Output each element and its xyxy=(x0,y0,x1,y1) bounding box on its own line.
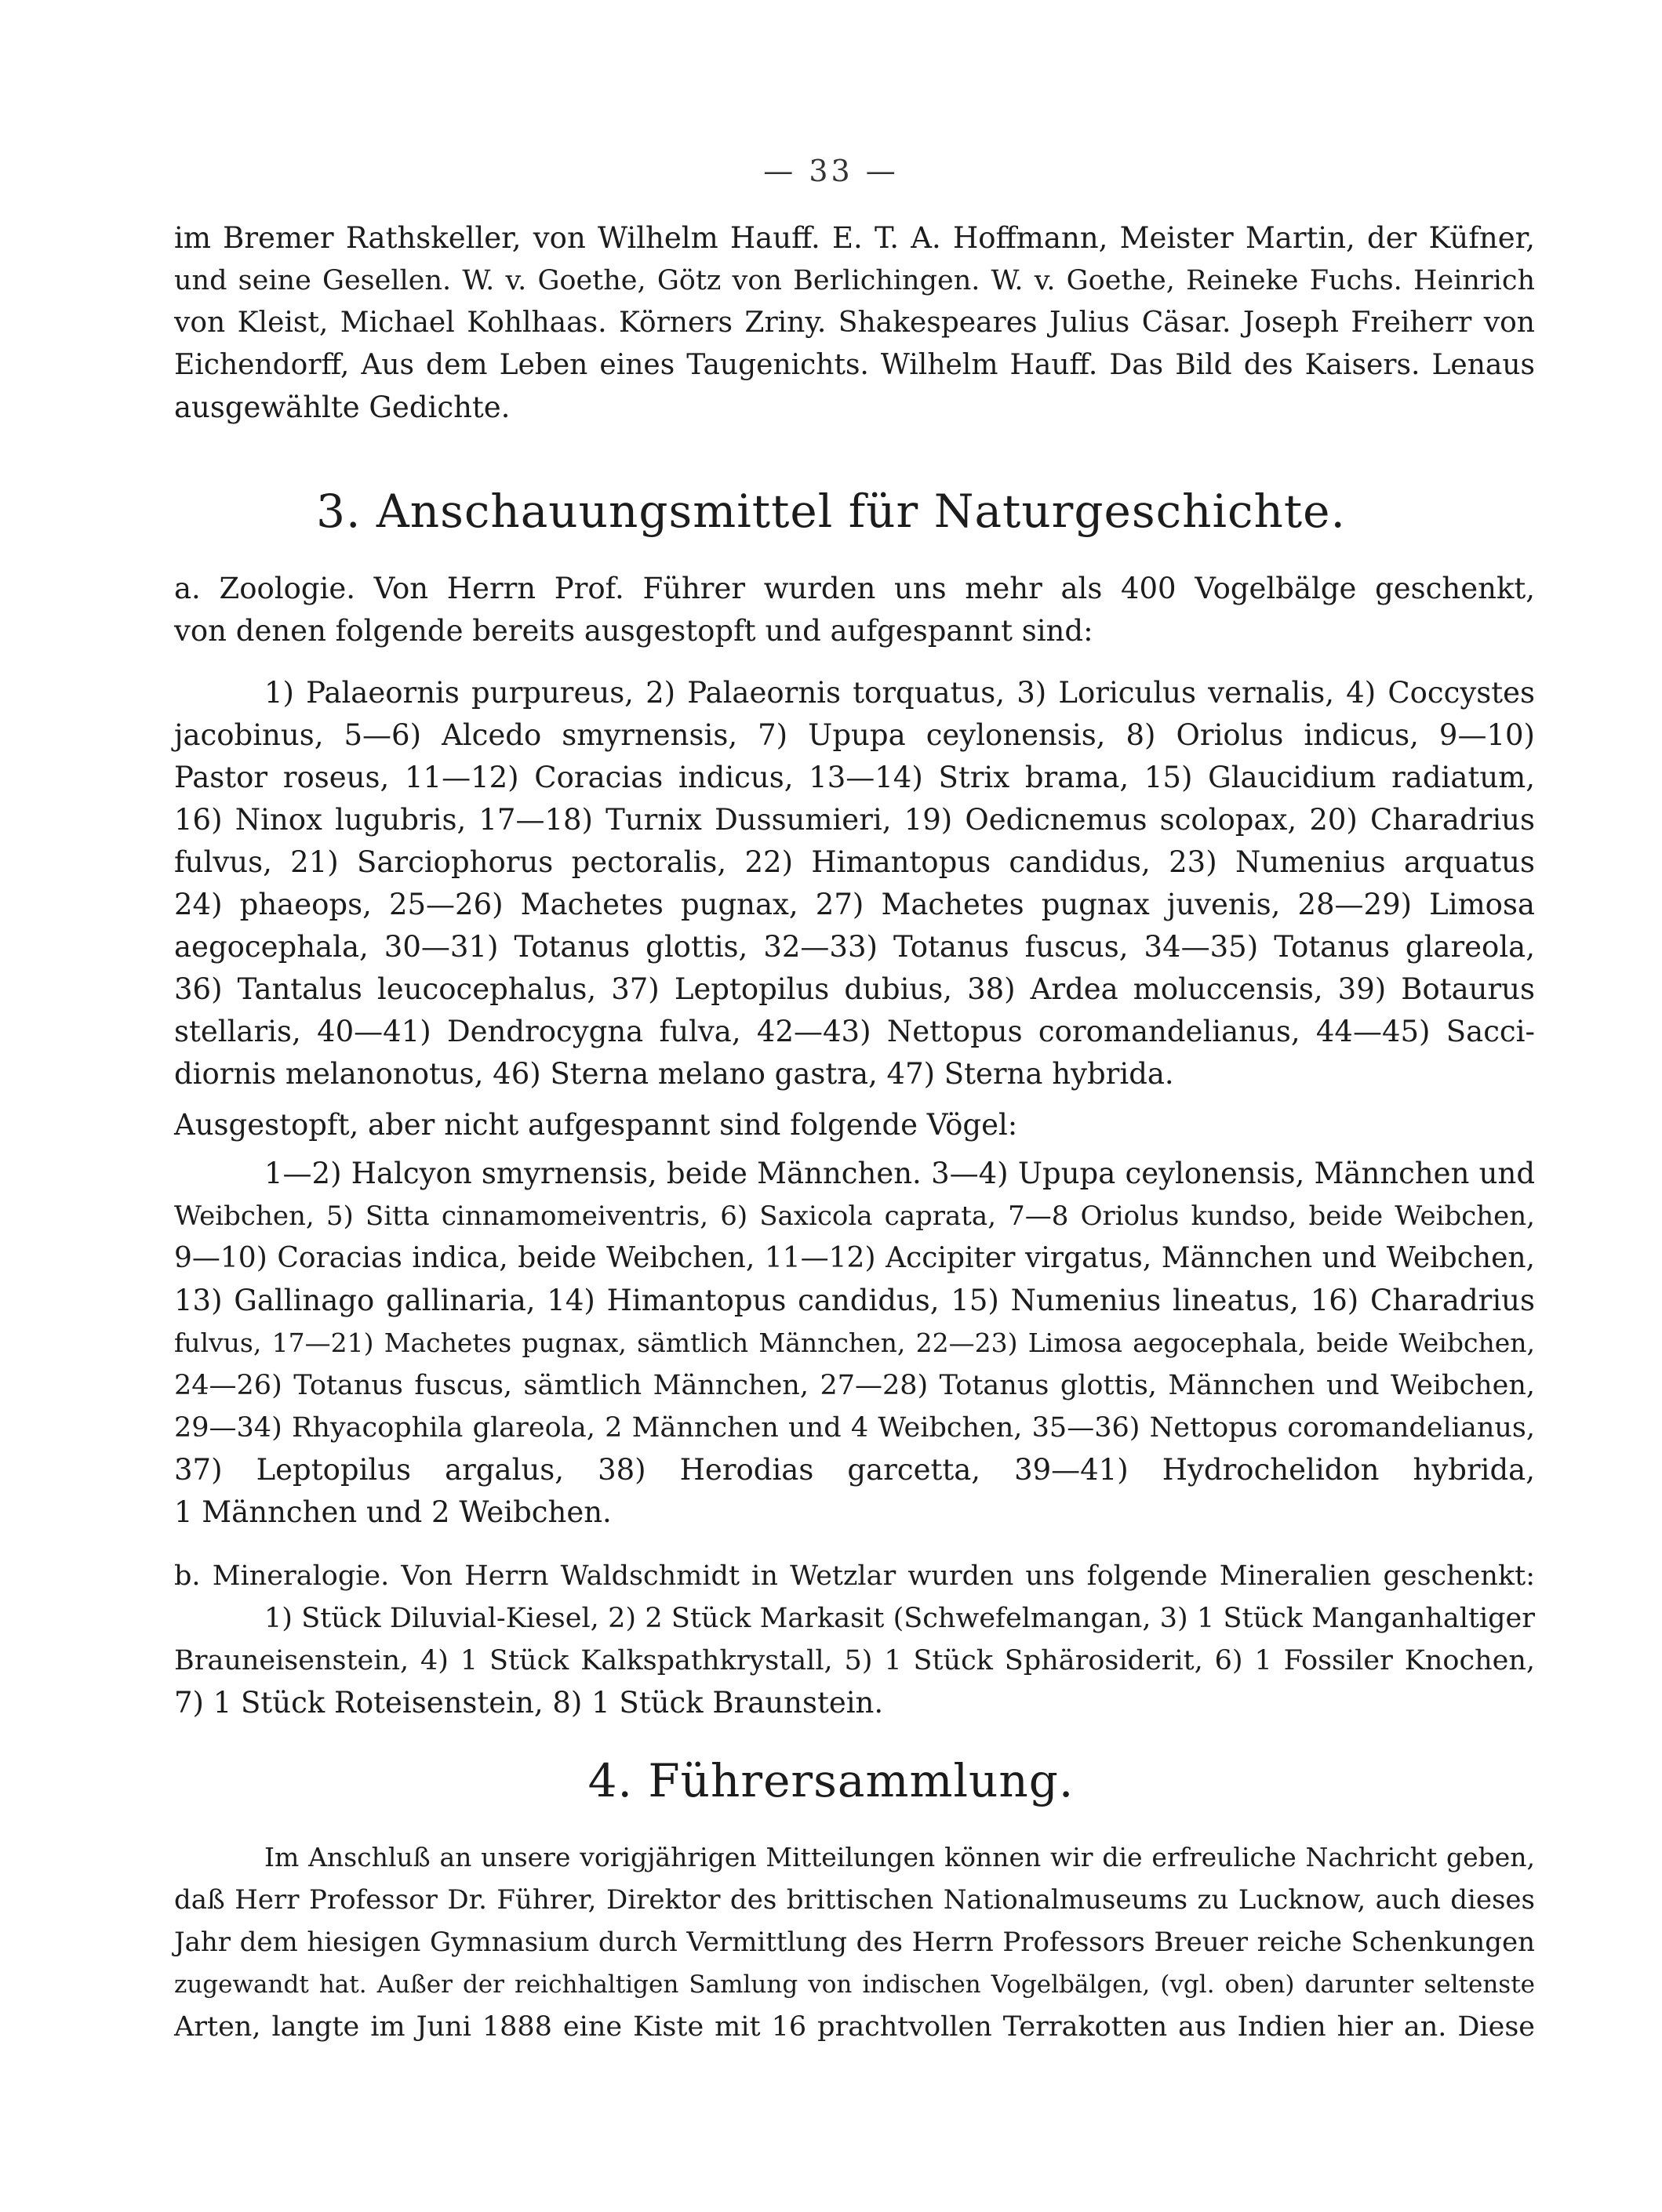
text-line: diornis melanonotus, 46) Sterna melano gastra, 47) Sterna hybrida. xyxy=(174,1057,1174,1091)
text-line: Im Anschluß an unsere vorigjährigen Mitteilungen können wir die erfreuliche Nachricht geben, xyxy=(264,1842,1535,1872)
text-line: 36) Tantalus leucocephalus, 37) Leptopilus dubius, 38) Ardea moluccensis, 39) Botaurus xyxy=(174,972,1535,1006)
text-line: 1) Stück Diluvial-Kiesel, 2) 2 Stück Markasit (Schwefelmangan, 3) 1 Stück Manganhaltiger xyxy=(264,1603,1535,1634)
text-line: 1) Palaeornis purpureus, 2) Palaeornis torquatus, 3) Loriculus vernalis, 4) Coccystes xyxy=(264,676,1535,710)
text-line: Pastor roseus, 11—12) Coracias indicus, 13—14) Strix brama, 15) Glaucidium radiatum, xyxy=(174,761,1535,794)
text-line: 37) Leptopilus argalus, 38) Herodias garcetta, 39—41) Hydrochelidon hybrida, xyxy=(174,1453,1535,1487)
text-line: im Bremer Rathskeller, von Wilhelm Hauff. E. T. A. Hoffmann, Meister Martin, der Küfner, xyxy=(174,221,1535,255)
text-line: fulvus, 17—21) Machetes pugnax, sämtlich Männchen, 22—23) Limosa aegocephala, beide Weibchen, xyxy=(174,1328,1535,1358)
text-line: 13) Gallinago gallinaria, 14) Himantopus candidus, 15) Numenius lineatus, 16) Charadrius xyxy=(174,1284,1535,1317)
stuffed-mounted-list xyxy=(174,672,1535,1095)
text-line: zugewandt hat. Außer der reichhaltigen Samlung von indischen Vogelbälgen, (vgl. oben) darunter seltenste xyxy=(174,1970,1535,1999)
text-line: und seine Gesellen. W. v. Goethe, Götz von Berlichingen. W. v. Goethe, Reineke Fuchs. Heinrich xyxy=(174,265,1535,296)
intro-paragraph xyxy=(174,217,1535,429)
text-line: von denen folgende bereits ausgestopft und aufgespannt sind: xyxy=(174,614,1093,648)
text-line: 9—10) Coracias indica, beide Weibchen, 11—12) Accipiter virgatus, Männchen und Weibchen, xyxy=(174,1242,1535,1274)
text-line: a. Zoologie. Von Herrn Prof. Führer wurden uns mehr als 400 Vogelbälge geschenkt, xyxy=(174,572,1535,605)
mineralogy-paragraph xyxy=(174,1555,1535,1724)
stuffed-only-list xyxy=(174,1153,1535,1534)
stuffed-only-intro xyxy=(174,1104,1535,1146)
text-line: Arten, langte im Juni 1888 eine Kiste mit 16 prachtvollen Terrakotten aus Indien hier an. Diese xyxy=(174,2011,1535,2043)
text-line: 1—2) Halcyon smyrnensis, beide Männchen. 3—4) Upupa ceylonensis, Männchen und xyxy=(264,1157,1535,1190)
text-line: von Kleist, Michael Kohlhaas. Körners Zriny. Shakespeares Julius Cäsar. Joseph Freiherr von xyxy=(174,307,1535,339)
text-line: b. Mineralogie. Von Herrn Waldschmidt in Wetzlar wurden uns folgende Mineralien geschenkt: xyxy=(174,1560,1535,1592)
text-line: 24) phaeops, 25—26) Machetes pugnax, 27) Machetes pugnax juvenis, 28—29) Limosa xyxy=(174,888,1535,921)
text-line: jacobinus, 5—6) Alcedo smyrnensis, 7) Upupa ceylonensis, 8) Oriolus indicus, 9—10) xyxy=(174,718,1535,752)
section-4-heading: 4. Führersammlung. xyxy=(587,1754,1075,1807)
text-line: Ausgestopft, aber nicht aufgespannt sind folgende Vögel: xyxy=(174,1108,1018,1142)
text-line: ausgewählte Gedichte. xyxy=(174,390,511,424)
text-line: Eichendorff, Aus dem Leben eines Taugenichts. Wilhelm Hauff. Das Bild des Kaisers. Lenaus xyxy=(174,349,1535,381)
text-line: 7) 1 Stück Roteisenstein, 8) 1 Stück Braunstein. xyxy=(174,1686,884,1720)
section-4-paragraph xyxy=(174,1836,1535,2048)
text-line: 29—34) Rhyacophila glareola, 2 Männchen und 4 Weibchen, 35—36) Nettopus coromandelianus, xyxy=(174,1412,1535,1444)
text-line: 1 Männchen und 2 Weibchen. xyxy=(174,1495,612,1529)
text-line: 24—26) Totanus fuscus, sämtlich Männchen, 27—28) Totanus glottis, Männchen und Weibchen, xyxy=(174,1370,1535,1401)
text-line: Jahr dem hiesigen Gymnasium durch Vermittlung des Herrn Professors Breuer reiche Schenkungen xyxy=(174,1927,1535,1958)
section-3-heading: 3. Anschauungsmittel für Naturgeschichte. xyxy=(316,485,1346,538)
text-line: fulvus, 21) Sarciophorus pectoralis, 22) Himantopus candidus, 23) Numenius arquatus xyxy=(174,845,1535,879)
zoology-intro xyxy=(174,568,1535,652)
text-line: daß Herr Professor Dr. Führer, Direktor des brittischen Nationalmuseums zu Lucknow, auch dieses xyxy=(174,1884,1535,1916)
text-line: Weibchen, 5) Sitta cinnamomeiventris, 6) Saxicola caprata, 7—8 Oriolus kundso, beide Weibchen, xyxy=(174,1200,1535,1232)
text-line: stellaris, 40—41) Dendrocygna fulva, 42—43) Nettopus coromandelianus, 44—45) Sacci- xyxy=(174,1015,1535,1048)
page-number: — 33 — xyxy=(763,154,899,188)
text-line: 16) Ninox lugubris, 17—18) Turnix Dussumieri, 19) Oedicnemus scolopax, 20) Charadrius xyxy=(174,803,1535,837)
text-line: Brauneisenstein, 4) 1 Stück Kalkspathkrystall, 5) 1 Stück Sphärosiderit, 6) 1 Fossiler Knochen, xyxy=(174,1645,1535,1676)
text-line: aegocephala, 30—31) Totanus glottis, 32—33) Totanus fuscus, 34—35) Totanus glareola, xyxy=(174,930,1535,964)
